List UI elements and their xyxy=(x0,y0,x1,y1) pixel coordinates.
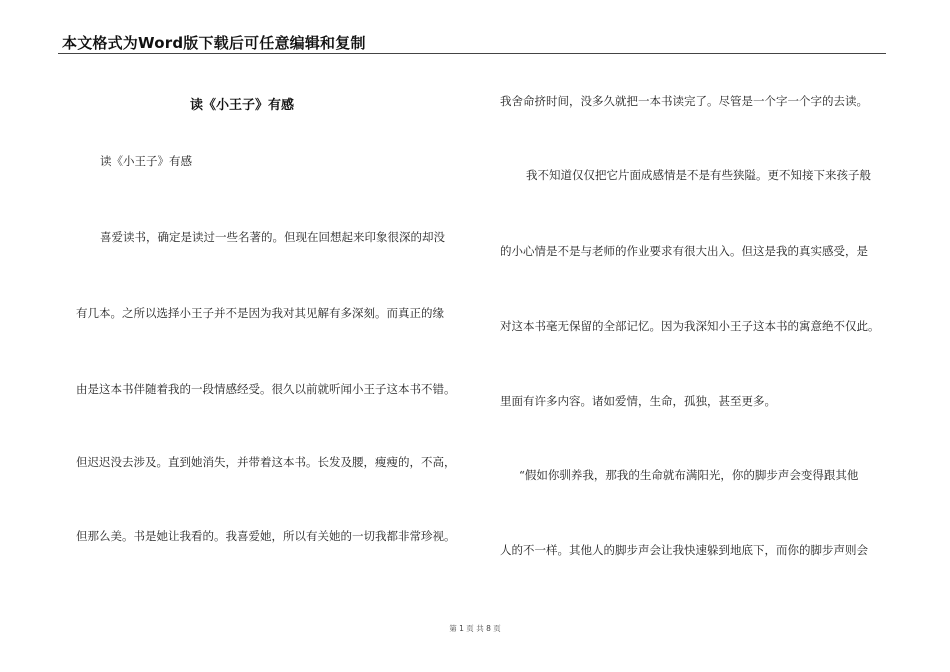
paragraph-line: 读《小王子》有感 xyxy=(100,154,192,168)
paragraph-line: 但那么美。书是她让我看的。我喜爱她，所以有关她的一切我都非常珍视。 xyxy=(76,529,456,543)
paragraph-line: 对这本书毫无保留的全部记忆。因为我深知小王子这本书的寓意绝不仅此。 xyxy=(500,319,880,333)
paragraph-line: 里面有许多内容。诸如爱情，生命，孤独，甚至更多。 xyxy=(500,394,776,408)
paragraph-line: “假如你驯养我，那我的生命就布满阳光，你的脚步声会变得跟其他 xyxy=(519,468,859,482)
paragraph-line: 但迟迟没去涉及。直到她消失，并带着这本书。长发及腰，瘦瘦的，不高， xyxy=(76,455,456,469)
page-number: 第 1 页 共 8 页 xyxy=(449,624,501,633)
paragraph-line: 的小心情是不是与老师的作业要求有很大出入。但这是我的真实感受，是 xyxy=(500,244,868,258)
paragraph-line: 喜爱读书，确定是读过一些名著的。但现在回想起来印象很深的却没 xyxy=(100,230,445,244)
paragraph-line: 有几本。之所以选择小王子并不是因为我对其见解有多深刻。而真正的缘 xyxy=(76,306,444,320)
paragraph-line: 我不知道仅仅把它片面成感情是不是有些狭隘。更不知接下来孩子般 xyxy=(526,168,871,182)
header-divider xyxy=(58,53,886,54)
document-banner: 本文格式为Word版下载后可任意编辑和复制 xyxy=(62,34,366,52)
document-title: 读《小王子》有感 xyxy=(190,98,295,113)
paragraph-line: 人的不一样。其他人的脚步声会让我快速躲到地底下，而你的脚步声则会 xyxy=(500,543,868,557)
paragraph-line: 我舍命挤时间，没多久就把一本书读完了。尽管是一个字一个字的去读。 xyxy=(500,94,868,108)
paragraph-line: 由是这本书伴随着我的一段情感经受。很久以前就听闻小王子这本书不错。 xyxy=(76,382,456,396)
